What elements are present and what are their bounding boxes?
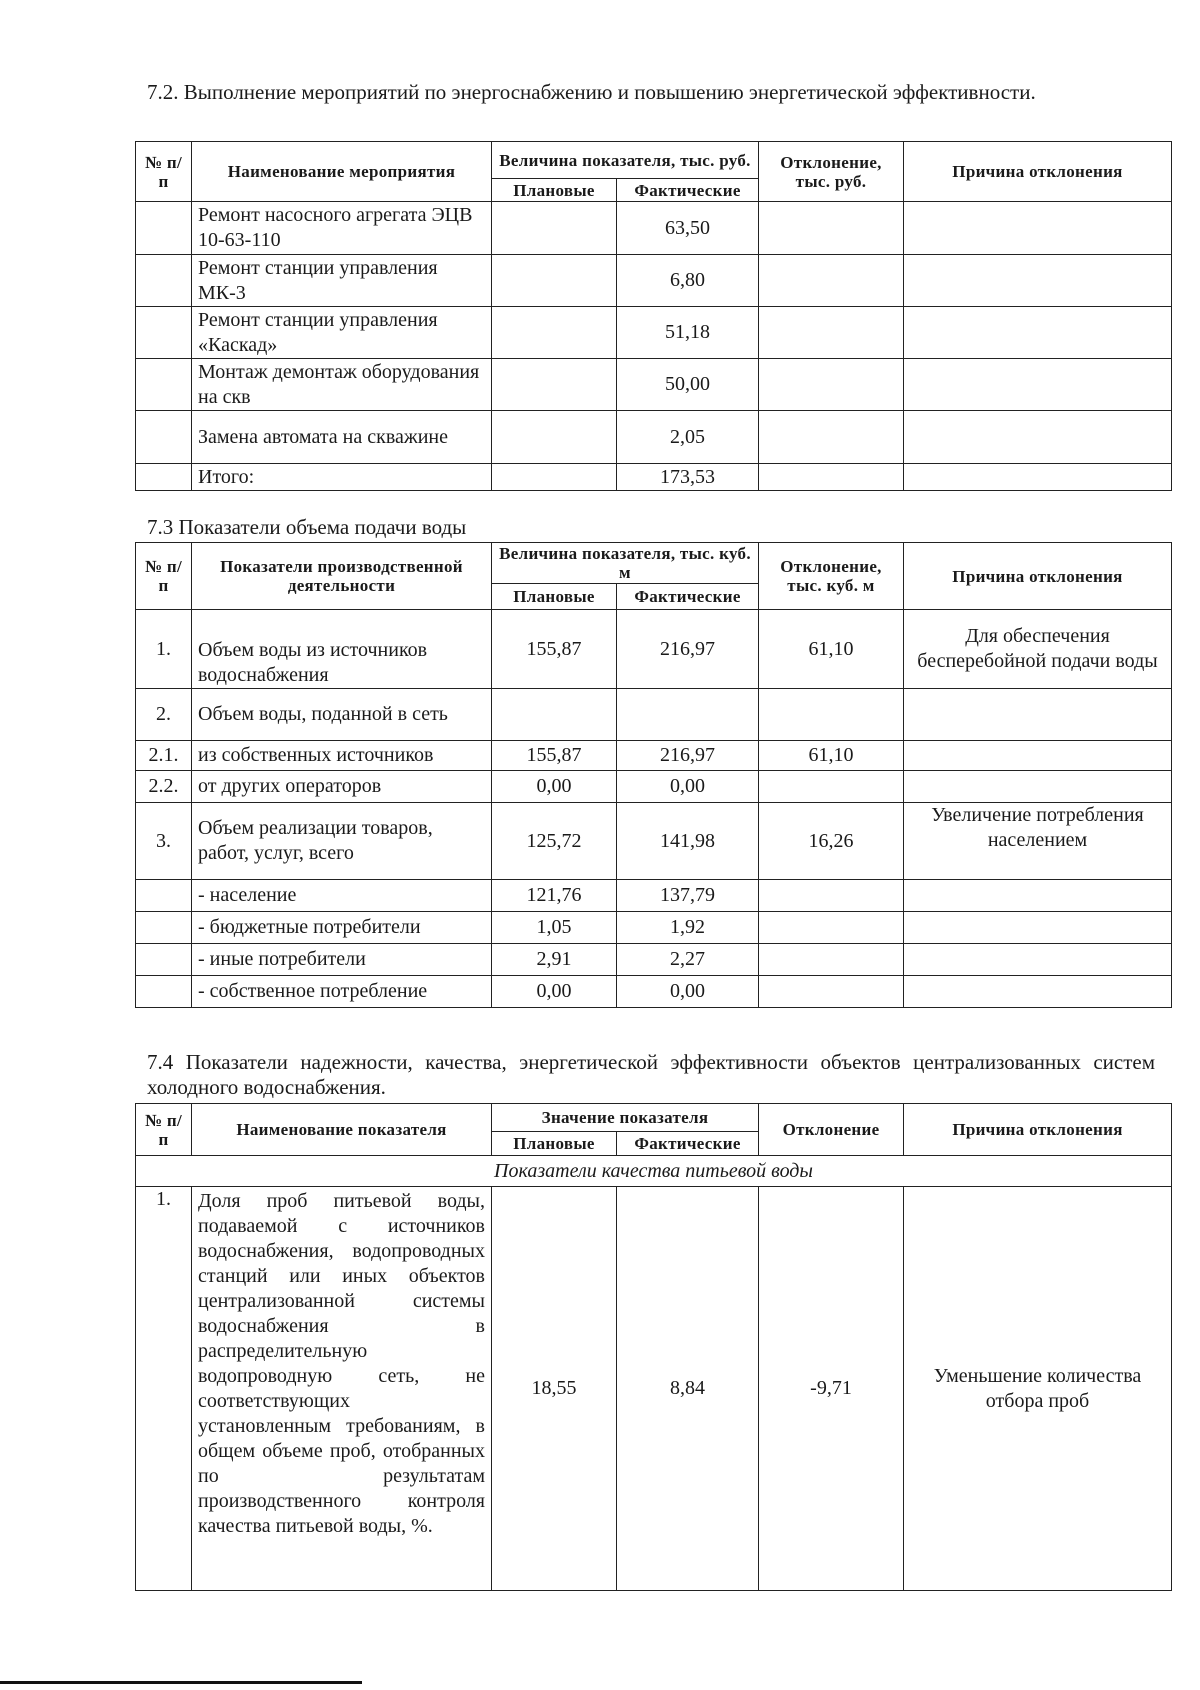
cell-plan: 0,00 <box>492 976 617 1008</box>
cell-name: Монтаж демонтаж оборудования на скв <box>192 359 492 411</box>
cell-num: 2.2. <box>136 771 192 803</box>
cell-fact: 63,50 <box>617 202 759 255</box>
cell-num: 2. <box>136 689 192 741</box>
cell-num: 1. <box>136 1187 192 1591</box>
cell-deviation <box>759 464 904 491</box>
cell-plan: 121,76 <box>492 880 617 912</box>
header-value: Величина показателя, тыс. куб. м <box>492 543 759 584</box>
cell-name: Объем реализации товаров, работ, услуг, всего <box>192 803 492 880</box>
cell-reason <box>904 880 1172 912</box>
cell-deviation: -9,71 <box>759 1187 904 1591</box>
cell-name: Ремонт станции управления МК-3 <box>192 255 492 307</box>
table-row <box>136 411 1172 464</box>
header-deviation: Отклонение, тыс. куб. м <box>759 543 904 610</box>
cell-reason <box>904 912 1172 944</box>
table-row <box>136 912 1172 944</box>
cell-deviation <box>759 307 904 359</box>
cell-name: Ремонт станции управления «Каскад» <box>192 307 492 359</box>
cell-reason <box>904 771 1172 803</box>
cell-deviation <box>759 202 904 255</box>
table-row-total <box>136 464 1172 491</box>
cell-name: Доля проб питьевой воды, подаваемой с источников водоснабжения, водопроводных станций или иных объектов централизованной системы водоснабжения в распределительную водопроводную сеть, не соответствующих установленным требованиям, в общем объеме проб, отобранных по результатам производственного контроля качества питьевой воды, %. <box>192 1187 492 1591</box>
cell-num: 1. <box>136 610 192 689</box>
cell-fact: 8,84 <box>617 1187 759 1591</box>
table-row <box>136 944 1172 976</box>
cell-num <box>136 464 192 491</box>
table-row <box>136 359 1172 411</box>
cell-num <box>136 359 192 411</box>
cell-deviation: 61,10 <box>759 741 904 771</box>
cell-name: - бюджетные потребители <box>192 912 492 944</box>
cell-name: Объем воды из источников водоснабжения <box>192 610 492 689</box>
cell-name: от других операторов <box>192 771 492 803</box>
cell-plan <box>492 307 617 359</box>
header-fact: Фактические <box>617 584 759 610</box>
header-value: Значение показателя <box>492 1104 759 1132</box>
cell-reason <box>904 741 1172 771</box>
cell-reason: Уменьшение количества отбора проб <box>904 1187 1172 1591</box>
cell-fact: 173,53 <box>617 464 759 491</box>
cell-fact: 51,18 <box>617 307 759 359</box>
table-row <box>136 202 1172 255</box>
cell-name: Ремонт насосного агрегата ЭЦВ 10-63-110 <box>192 202 492 255</box>
water-supply-table <box>135 542 1172 1008</box>
header-num: № п/п <box>136 543 192 610</box>
cell-fact: 2,27 <box>617 944 759 976</box>
cell-name: - иные потребители <box>192 944 492 976</box>
cell-plan: 2,91 <box>492 944 617 976</box>
cell-reason <box>904 976 1172 1008</box>
footer-rule <box>0 1681 362 1684</box>
cell-name: Объем воды, поданной в сеть <box>192 689 492 741</box>
cell-fact: 2,05 <box>617 411 759 464</box>
header-fact: Фактические <box>617 1132 759 1156</box>
table-row <box>136 771 1172 803</box>
header-reason: Причина отклонения <box>904 142 1172 202</box>
cell-reason <box>904 202 1172 255</box>
cell-deviation <box>759 944 904 976</box>
header-plan: Плановые <box>492 1132 617 1156</box>
cell-name: Замена автомата на скважине <box>192 411 492 464</box>
cell-deviation <box>759 359 904 411</box>
cell-num <box>136 912 192 944</box>
cell-fact: 1,92 <box>617 912 759 944</box>
cell-num: 2.1. <box>136 741 192 771</box>
section-7-3-title: 7.3 Показатели объема подачи воды <box>147 515 467 539</box>
table-row <box>136 976 1172 1008</box>
cell-fact: 50,00 <box>617 359 759 411</box>
cell-reason <box>904 359 1172 411</box>
cell-deviation <box>759 411 904 464</box>
header-num: № п/п <box>136 142 192 202</box>
cell-num <box>136 255 192 307</box>
header-plan: Плановые <box>492 584 617 610</box>
cell-num <box>136 944 192 976</box>
header-reason: Причина отклонения <box>904 543 1172 610</box>
group-title: Показатели качества питьевой воды <box>136 1156 1172 1187</box>
group-row <box>136 1156 1172 1187</box>
cell-fact: 141,98 <box>617 803 759 880</box>
cell-reason <box>904 255 1172 307</box>
cell-name: Итого: <box>192 464 492 491</box>
table-row <box>136 307 1172 359</box>
cell-deviation <box>759 976 904 1008</box>
table-row <box>136 1187 1172 1591</box>
cell-reason: Для обеспечения бесперебойной подачи воды <box>904 610 1172 689</box>
cell-plan: 155,87 <box>492 610 617 689</box>
cell-plan <box>492 411 617 464</box>
cell-num <box>136 411 192 464</box>
cell-reason <box>904 411 1172 464</box>
cell-fact: 216,97 <box>617 741 759 771</box>
cell-deviation <box>759 880 904 912</box>
section-7-2-title: 7.2. Выполнение мероприятий по энергоснабжению и повышению энергетической эффективности. <box>147 80 1036 104</box>
table-row <box>136 741 1172 771</box>
cell-plan: 1,05 <box>492 912 617 944</box>
cell-num <box>136 307 192 359</box>
table-row <box>136 689 1172 741</box>
section-7-4-title: 7.4 Показатели надежности, качества, энергетической эффективности объектов централизованных систем холодного водоснабжения. <box>147 1050 1155 1099</box>
cell-reason <box>904 689 1172 741</box>
header-plan: Плановые <box>492 179 617 202</box>
cell-reason <box>904 464 1172 491</box>
header-reason: Причина отклонения <box>904 1104 1172 1156</box>
cell-fact: 0,00 <box>617 771 759 803</box>
cell-plan <box>492 255 617 307</box>
cell-plan <box>492 202 617 255</box>
header-name: Наименование мероприятия <box>192 142 492 202</box>
cell-num <box>136 976 192 1008</box>
cell-deviation: 16,26 <box>759 803 904 880</box>
cell-fact: 216,97 <box>617 610 759 689</box>
cell-deviation <box>759 255 904 307</box>
cell-plan: 0,00 <box>492 771 617 803</box>
events-table <box>135 141 1172 491</box>
header-value: Величина показателя, тыс. руб. <box>492 142 759 179</box>
header-deviation: Отклонение <box>759 1104 904 1156</box>
table-row <box>136 803 1172 880</box>
cell-fact: 6,80 <box>617 255 759 307</box>
cell-plan: 155,87 <box>492 741 617 771</box>
cell-plan <box>492 689 617 741</box>
header-name: Показатели производственной деятельности <box>192 543 492 610</box>
quality-table <box>135 1103 1172 1591</box>
cell-name: - население <box>192 880 492 912</box>
header-fact: Фактические <box>617 179 759 202</box>
table-row <box>136 255 1172 307</box>
cell-name: из собственных источников <box>192 741 492 771</box>
cell-num <box>136 880 192 912</box>
header-name: Наименование показателя <box>192 1104 492 1156</box>
cell-plan <box>492 359 617 411</box>
cell-name: - собственное потребление <box>192 976 492 1008</box>
cell-fact: 0,00 <box>617 976 759 1008</box>
cell-fact: 137,79 <box>617 880 759 912</box>
cell-reason <box>904 944 1172 976</box>
cell-reason: Увеличение потребления населением <box>904 803 1172 880</box>
cell-fact <box>617 689 759 741</box>
cell-deviation <box>759 912 904 944</box>
table-row <box>136 610 1172 689</box>
cell-deviation: 61,10 <box>759 610 904 689</box>
cell-plan: 125,72 <box>492 803 617 880</box>
cell-num: 3. <box>136 803 192 880</box>
cell-deviation <box>759 771 904 803</box>
cell-plan <box>492 464 617 491</box>
cell-num <box>136 202 192 255</box>
table-row <box>136 880 1172 912</box>
header-deviation: Отклонение, тыс. руб. <box>759 142 904 202</box>
cell-deviation <box>759 689 904 741</box>
header-num: № п/п <box>136 1104 192 1156</box>
cell-plan: 18,55 <box>492 1187 617 1591</box>
cell-reason <box>904 307 1172 359</box>
